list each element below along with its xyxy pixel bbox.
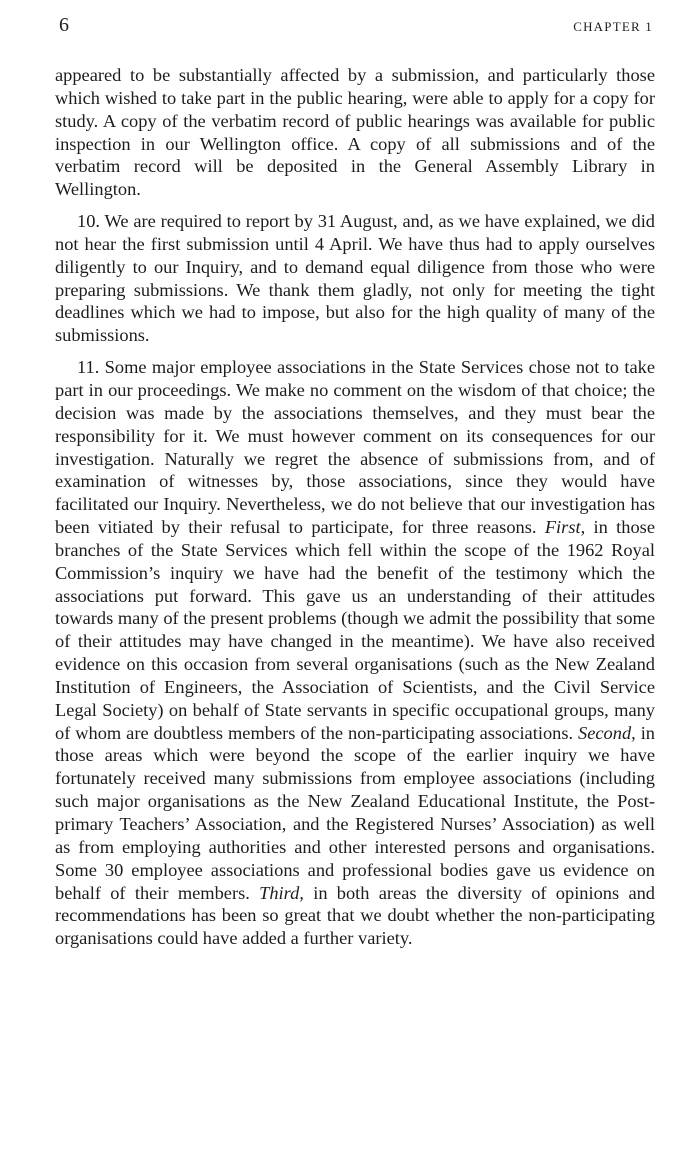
text-segment: in those branches of the State Services which fell within the scope of the 1962 Royal Commission’s inquiry we have had the benefit of the testimony which the associations put forward. This gave us an understanding of their attitudes towards many of the present problems (though we admit the possibility that some of their attitudes may have changed in the meantime). We have also received evidence on this occasion from several organisations (such as the New Zealand Institution of Engineers, the Association of Scientists, and the Civil Service Legal Society) on behalf of State servants in specific occupational groups, many of whom are doubtless members of the non-participating associations. [55, 517, 655, 743]
text-segment: in those areas which were beyond the scope of the earlier inquiry we have fortunately received many submissions from employee associations (including such major organisations as the New Zealand Educational Institute, the Post-primary Teachers’ Association, and the Registered Nurses’ Association) as well as from employing authorities and other interested persons and organisations. Some 30 employee associations and professional bodies gave us evidence on behalf of their members. [55, 722, 655, 903]
emphasis-second: Second, [578, 722, 636, 743]
text-segment: 10. We are required to report by 31 August, and, as we have explained, we did not hear the first submission until 4 April. We have thus had to apply ourselves diligently to our Inquiry, and to demand equal diligence from those who were preparing submissions. We thank them gladly, not only for meeting the tight deadlines which we had to impose, but also for the high quality of many of the submissions. [55, 211, 655, 346]
paragraph-continued [55, 64, 655, 201]
page-number: 6 [59, 14, 69, 36]
emphasis-third: Third, [259, 882, 304, 903]
running-head: CHAPTER 1 [573, 19, 653, 34]
text-segment: in both areas the diversity of opinions and recommendations has been so great that we doubt whether the non-participating organisations could have added a further variety. [55, 882, 655, 949]
text-segment: appeared to be substantially affected by a submission, and particularly those which wished to take part in the public hearing, were able to apply for a copy for study. A copy of the verbatim record of public hearings was available for public inspection in our Wellington office. A copy of all submissions and of the verbatim record will be deposited in the General Assembly Library in Wellington. [55, 65, 655, 200]
page-header [55, 14, 655, 48]
paragraph-11 [55, 356, 655, 950]
document-page [55, 14, 655, 950]
paragraph-10 [55, 210, 655, 347]
emphasis-first: First, [544, 517, 586, 538]
text-segment: 11. Some major employee associations in the State Services chose not to take part in our proceedings. We make no comment on the wisdom of that choice; the decision was made by the associations themselves, and they must bear the responsibility for it. We must however comment on its consequences for our investigation. Naturally we regret the absence of submissions from, and of examination of witnesses by, those associations, since they would have facilitated our Inquiry. Nevertheless, we do not believe that our investigation has been vitiated by their refusal to participate, for three reasons. [55, 357, 655, 538]
